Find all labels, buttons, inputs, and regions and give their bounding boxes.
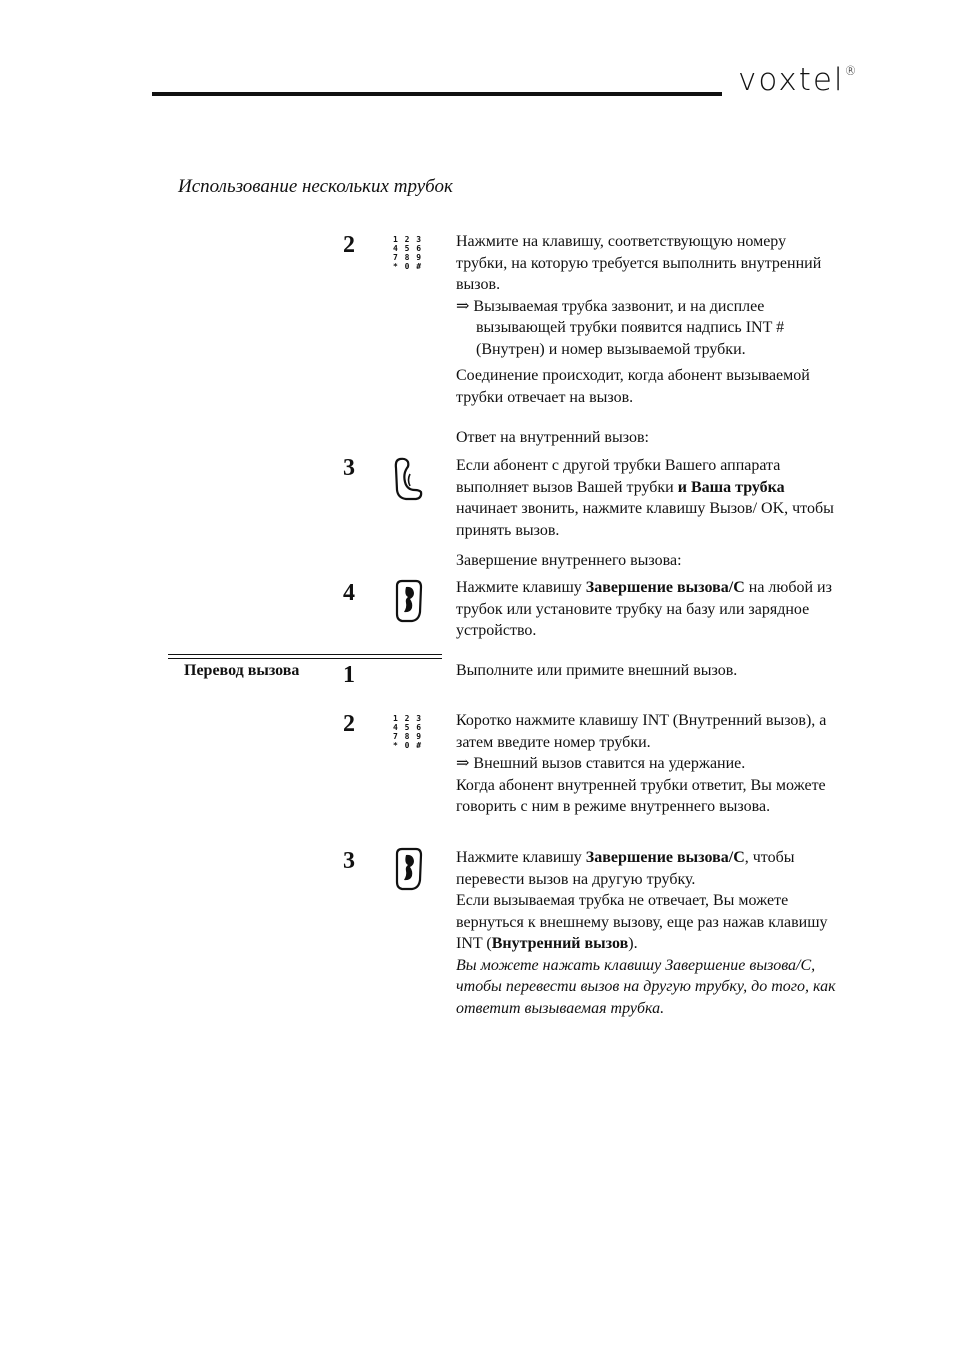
step-text: Нажмите клавишу Завершение вызова/С, чтобы перевести вызов на другую трубку. Если вызываемая трубка не отвечает, Вы можете вернуться к внешнему вызову, еще раз нажав клавишу INT (Внутренний вызов). Вы можете нажать клавишу Завершение вызова/С, чтобы перевести вызов на другую трубку, до того, как ответит вызываемая трубка.	[456, 847, 836, 1019]
call-key-icon	[394, 456, 424, 502]
step-number: 1	[343, 662, 355, 688]
step-text: Нажмите на клавишу, соответствующую номеру трубки, на которую требуется выполнить внутренний вызов. ⇒ Вызываемая трубка зазвонит, и на дисплее вызывающей трубки появится надпись INT # (Внутрен) и номер вызываемой трубки. Соединение происходит, когда абонент вызываемой трубки отвечает на вызов.	[456, 233, 822, 406]
subheading-answer: Ответ на внутренний вызов:	[456, 429, 649, 446]
step-text: Если абонент с другой трубки Вашего аппарата выполняет вызов Вашей трубки и Ваша трубка начинает звонить, нажмите клавишу Вызов/ OK, чтобы принять вызов.	[456, 457, 834, 539]
header-rule	[152, 92, 722, 96]
section-divider	[168, 654, 442, 655]
step-text: Нажмите клавишу Завершение вызова/С на любой из трубок или установите трубку на базу или зарядное устройство.	[456, 579, 832, 639]
note-text: Вы можете нажать клавишу Завершение вызова/С, чтобы перевести вызов на другую трубку, до того, как ответит вызываемая трубка.	[456, 956, 836, 1017]
keypad-icon: 1 2 3 4 5 6 7 8 9 * 0 #	[393, 714, 423, 750]
step-number: 2	[343, 232, 355, 258]
end-call-key-icon	[394, 846, 424, 892]
brand-logo: voxtel®	[738, 62, 859, 98]
side-heading-transfer: Перевод вызова	[184, 662, 300, 679]
section-title: Использование нескольких трубок	[178, 176, 453, 197]
step-number: 2	[343, 711, 355, 737]
subheading-end: Завершение внутреннего вызова:	[456, 552, 682, 569]
step-number: 3	[343, 455, 355, 481]
step-text: Выполните или примите внешний вызов.	[456, 662, 738, 679]
step-text: Коротко нажмите клавишу INT (Внутренний вызов), а затем введите номер трубки. ⇒ Внешний вызов ставится на удержание. Когда абонент внутренней трубки ответит, Вы можете говорить с ним в режиме внутреннего вызова.	[456, 712, 827, 815]
end-call-key-icon	[394, 578, 424, 624]
step-number: 4	[343, 580, 355, 606]
step-number: 3	[343, 848, 355, 874]
keypad-icon: 1 2 3 4 5 6 7 8 9 * 0 #	[393, 235, 423, 271]
